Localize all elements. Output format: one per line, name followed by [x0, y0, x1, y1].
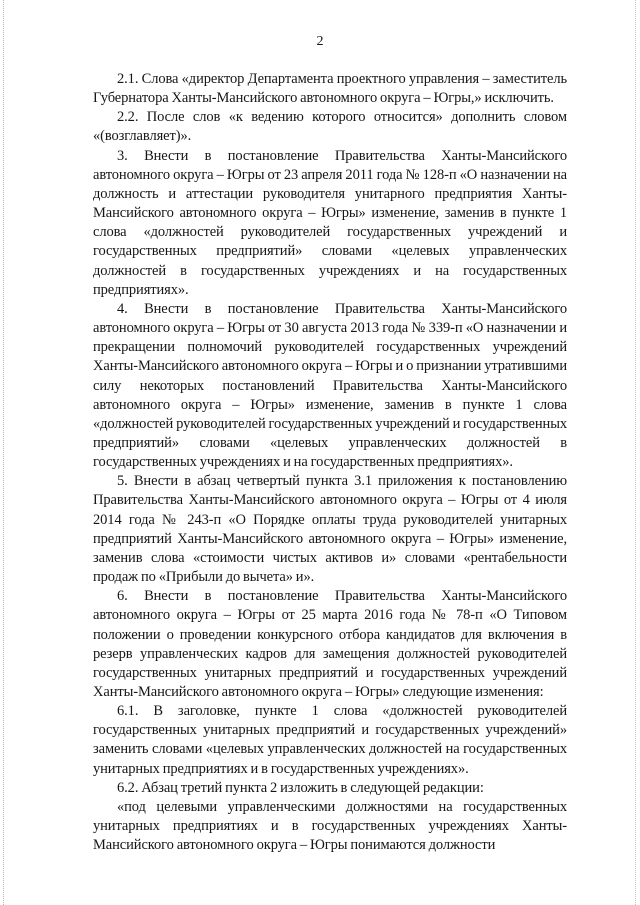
scan-left-edge	[3, 0, 4, 905]
paragraph-5: 5. Внести в абзац четвертый пункта 3.1 приложения к постановлению Правительства Ханты-Мансийского автономного округа – Югры от 4 июля 2014 года № 243-п «О Порядке оплаты труда руководителей унитарных предприятий Ханты-Мансийского автономного округа – Югры» изменение, заменив слова «стоимости чистых активов и» словами «рентабельности продаж по «Прибыли до вычета» и».	[93, 473, 567, 586]
document-body	[93, 70, 567, 855]
paragraph-6: 6. Внести в постановление Правительства Ханты-Мансийского автономного округа – Югры от 25 марта 2016 года № 78-п «О Типовом положении о проведении конкурсного отбора кандидатов для включения в резерв управленческих кадров для замещения должностей руководителей государственных унитарных предприятий и государственных учреждений Ханты-Мансийского автономного округа – Югры» следующие изменения:	[93, 588, 567, 700]
paragraph-6-2: 6.2. Абзац третий пункта 2 изложить в следующей редакции:	[117, 779, 484, 796]
scan-right-edge	[635, 0, 636, 905]
paragraph-quoted-definition: «под целевыми управленческими должностями на государственных унитарных предприятиях и в государственных учреждениях Ханты-Мансийского автономного округа – Югры понимаются должности	[93, 798, 567, 854]
page-number: 2	[316, 34, 324, 49]
paragraph-3: 3. Внести в постановление Правительства Ханты-Мансийского автономного округа – Югры от 23 апреля 2011 года № 128-п «О назначении на должность и аттестации руководителя унитарного предприятия Ханты-Мансийского автономного округа – Югры» изменение, заменив в пункте 1 слова «должностей руководителей государственных учреждений и государственных предприятий» словами «целевых управленческих должностей в государственных учреждениях и на государственных предприятиях».	[93, 147, 567, 298]
paragraph-2-2: 2.2. После слов «к ведению которого относится» дополнить словом «(возглавляет)».	[93, 109, 567, 145]
paragraph-6-1: 6.1. В заголовке, пункте 1 слова «должностей руководителей государственных унитарных предприятий и государственных учреждений» заменить словами «целевых управленческих должностей на государственных унитарных предприятиях и в государственных учреждениях».	[93, 703, 567, 777]
paragraph-4: 4. Внести в постановление Правительства Ханты-Мансийского автономного округа – Югры от 30 августа 2013 года № 339-п «О назначении и прекращении полномочий руководителей государственных учреждений Ханты-Мансийского автономного округа – Югры и о признании утратившими силу некоторых постановлений Правительства Ханты-Мансийского автономного округа – Югры» изменение, заменив в пункте 1 слова «должностей руководителей государственных учреждений и государственных предприятий» словами «целевых управленческих должностей в государственных учреждениях и на государственных предприятиях».	[93, 300, 567, 471]
paragraph-2-1: 2.1. Слова «директор Департамента проектного управления – заместитель Губернатора Ханты-Мансийского автономного округа – Югры,» исключить.	[93, 71, 567, 107]
